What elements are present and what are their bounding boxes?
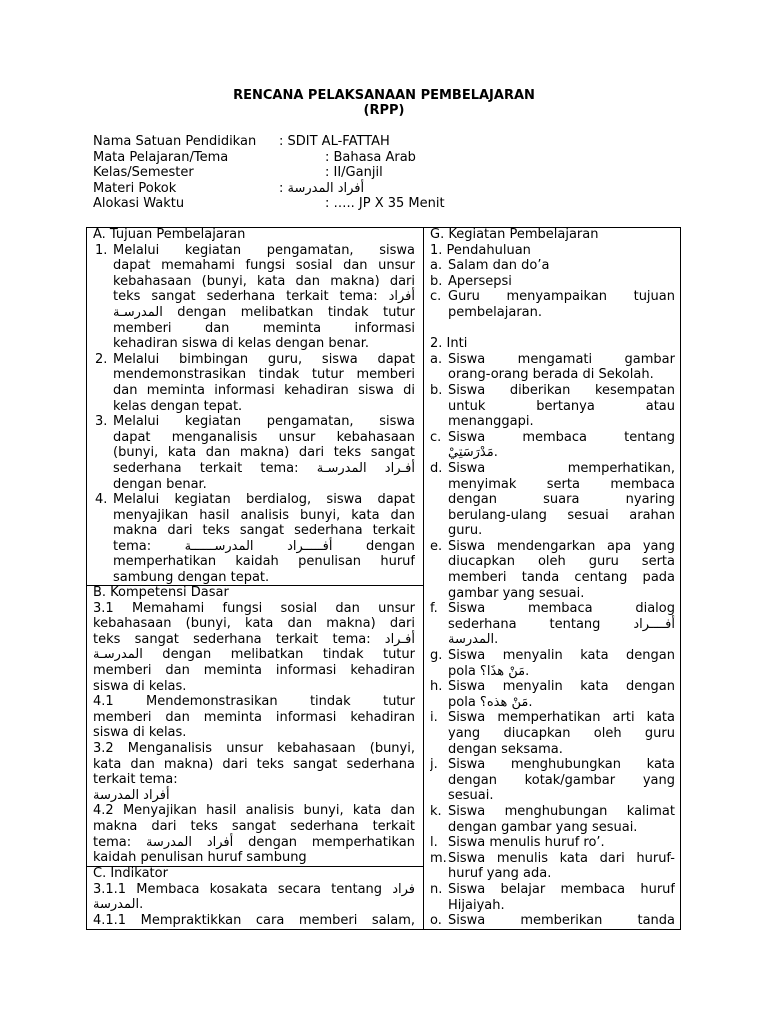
- activity-item: [430, 601, 675, 648]
- item-letter: a.: [430, 258, 443, 274]
- activity-item: [430, 648, 675, 679]
- item-line: Siswa menyalin kata dengan: [448, 679, 675, 695]
- item-line: Apersepsi: [448, 273, 512, 289]
- indikator-line: المدرسة.: [93, 897, 144, 913]
- item-line: Siswa menulis huruf ro’.: [448, 835, 605, 851]
- item-line: Siswa membaca tentang: [448, 429, 675, 445]
- item-line: Hijaiyah.: [448, 897, 505, 913]
- item-line: tema: أفـــــراد المدرســــــة dengan: [113, 538, 415, 554]
- kd-line: siswa di kelas.: [93, 678, 187, 694]
- item-letter: e.: [430, 538, 443, 554]
- item-line: memperhatikan kaidah penulisan huruf: [113, 554, 415, 570]
- tujuan-item: [93, 352, 415, 414]
- item-line: Siswa menghubungkan kata: [448, 757, 675, 773]
- tujuan-heading: A. Tujuan Pembelajaran: [93, 227, 246, 242]
- activity-item: [430, 274, 675, 290]
- item-line: kehadiran siswa di kelas dengan benar.: [113, 336, 370, 352]
- item-line: sederhana tentang أفــــراد: [448, 616, 675, 632]
- item-line: sambung dengan tepat.: [113, 570, 270, 585]
- item-line: kelas dengan tepat.: [113, 398, 243, 414]
- item-number: 1.: [95, 242, 108, 258]
- activity-item: [430, 258, 675, 274]
- activity-item: [430, 539, 675, 601]
- item-line: المدرسـة dengan melibatkan tindak tutur: [113, 304, 415, 320]
- item-line: (bunyi, kata dan makna) dari teks sangat: [113, 445, 415, 461]
- item-line: Siswa menghubungan kalimat: [448, 803, 675, 819]
- item-line: kebahasaan (bunyi, kata dan makna) dari: [113, 273, 415, 289]
- item-line: pembelajaran.: [448, 304, 543, 320]
- item-line: Siswa belajar membaca huruf: [448, 881, 675, 897]
- item-line: huruf yang ada.: [448, 866, 552, 882]
- pendahuluan-heading: 1. Pendahuluan: [430, 242, 531, 258]
- info-label: Kelas/Semester: [93, 165, 194, 181]
- item-line: dengan seksama.: [448, 741, 563, 757]
- item-line: المدرسة.: [448, 632, 499, 648]
- activity-item: [430, 383, 675, 430]
- item-line: Siswa menyalin kata dengan: [448, 648, 675, 664]
- item-letter: c.: [430, 289, 442, 305]
- item-number: 2.: [95, 351, 108, 367]
- item-line: Melalui kegiatan pengamatan, siswa: [113, 414, 415, 430]
- identity-block: [93, 134, 653, 212]
- info-label: Alokasi Waktu: [93, 196, 185, 212]
- item-line: dengan kotak/gambar yang: [448, 772, 675, 788]
- info-row: [93, 150, 653, 166]
- activity-item: [430, 461, 675, 539]
- kd-line: kebahasaan (bunyi, kata dan makna) dari: [93, 616, 415, 632]
- item-line: Siswa menulis kata dari huruf-: [448, 850, 675, 866]
- item-line: Siswa memperhatikan,: [448, 460, 675, 476]
- indikator-section: [93, 866, 415, 929]
- item-line: dengan benar.: [113, 476, 207, 492]
- kegiatan-section: [430, 227, 675, 930]
- info-row: [93, 165, 653, 181]
- item-line: Melalui kegiatan pengamatan, siswa: [113, 242, 415, 258]
- kd-line: memberi dan meminta informasi kehadiran: [93, 662, 415, 678]
- item-letter: a.: [430, 351, 443, 367]
- item-line: dengan gambar yang sesuai.: [448, 819, 638, 835]
- item-line: dan meminta informasi kehadiran siswa di: [113, 382, 415, 398]
- indikator-line: 3.1.1 Membaca kosakata secara tentang فراد: [93, 881, 415, 897]
- kd-line: 3.2 Menganalisis unsur kebahasaan (bunyi,: [93, 740, 415, 756]
- info-row: [93, 181, 653, 197]
- item-line: mendemonstrasikan tindak tutur memberi: [113, 367, 415, 383]
- kd-line: 4.1 Mendemonstrasikan tindak tutur: [93, 694, 415, 710]
- inti-heading: 2. Inti: [430, 336, 468, 352]
- activity-item: [430, 430, 675, 461]
- item-letter: c.: [430, 429, 442, 445]
- item-line: gambar yang sesuai.: [448, 585, 585, 601]
- item-line: guru.: [448, 523, 483, 539]
- activity-item: [430, 913, 675, 929]
- item-line: Siswa diberikan kesempatan: [448, 382, 675, 398]
- info-row: [93, 196, 653, 212]
- tujuan-item: [93, 492, 415, 585]
- item-letter: i.: [430, 710, 438, 726]
- tujuan-list: [93, 243, 415, 585]
- item-line: pola مَنْ هذه؟.: [448, 694, 533, 710]
- item-line: menyimak serta membaca: [448, 476, 675, 492]
- item-line: diucapkan oleh guru serta: [448, 554, 675, 570]
- item-line: Melalui bimbingan guru, siswa dapat: [113, 351, 415, 367]
- inti-list: [430, 352, 675, 929]
- kd-heading: B. Kompetensi Dasar: [93, 585, 229, 600]
- column-divider: [423, 227, 424, 930]
- item-letter: b.: [430, 273, 443, 289]
- item-letter: j.: [430, 757, 438, 773]
- item-line: sederhana terkait tema: أفـراد المدرسـة: [113, 460, 415, 476]
- item-letter: k.: [430, 803, 442, 819]
- indikator-text: [93, 882, 415, 929]
- item-line: مَدْرَسَتِيْ.: [448, 445, 498, 461]
- info-value: : أفراد المدرسة: [279, 180, 365, 196]
- item-line: menyajikan hasil analisis bunyi, kata dan: [113, 507, 415, 523]
- item-line: yang diucapkan oleh guru: [448, 726, 675, 741]
- activity-item: [430, 804, 675, 835]
- item-number: 4.: [95, 492, 108, 508]
- item-line: Siswa mengamati gambar: [448, 351, 675, 367]
- kd-line: أفراد المدرسة: [93, 787, 170, 803]
- item-line: menanggapi.: [448, 414, 534, 430]
- item-letter: l.: [430, 835, 438, 851]
- item-line: dapat menganalisis unsur kebahasaan: [113, 429, 415, 445]
- item-line: teks sangat sederhana terkait tema: أفراد: [113, 289, 415, 305]
- item-letter: f.: [430, 601, 438, 617]
- indikator-heading: C. Indikator: [93, 866, 168, 881]
- kd-line: 3.1 Memahami fungsi sosial dan unsur: [93, 600, 415, 616]
- info-value: : Bahasa Arab: [325, 149, 416, 165]
- activity-item: [430, 710, 675, 757]
- item-line: berulang-ulang sesuai arahan: [448, 507, 675, 523]
- info-label: Materi Pokok: [93, 180, 177, 196]
- item-line: memberi tanda centang pada: [448, 570, 675, 586]
- item-line: Melalui kegiatan berdialog, siswa dapat: [113, 492, 415, 508]
- kd-line: kata dan makna) dari teks sangat sederhana: [93, 756, 415, 772]
- kd-line: makna dari teks sangat sederhana terkait: [93, 818, 415, 834]
- item-line: Siswa mendengarkan apa yang: [448, 538, 675, 554]
- kd-line: memberi dan meminta informasi kehadiran: [93, 709, 415, 725]
- activity-item: [430, 679, 675, 710]
- item-line: dengan suara nyaring: [448, 492, 675, 508]
- item-line: Salam dan do’a: [448, 258, 550, 274]
- info-value: : II/Ganjil: [325, 165, 383, 181]
- kd-text: [93, 601, 415, 866]
- kegiatan-heading: G. Kegiatan Pembelajaran: [430, 227, 599, 242]
- tujuan-section: [93, 227, 415, 585]
- item-line: Siswa membaca dialog: [448, 601, 675, 617]
- activity-item: [430, 835, 675, 851]
- item-letter: m.: [430, 850, 447, 866]
- info-label: Mata Pelajaran/Tema: [93, 149, 229, 165]
- activity-item: [430, 352, 675, 383]
- activity-item: [430, 757, 675, 804]
- kd-line: المدرسـة dengan melibatkan tindak tutur: [93, 647, 415, 663]
- item-line: makna dari teks sangat sederhana terkait: [113, 523, 415, 539]
- item-line: Siswa memperhatikan arti kata: [448, 710, 675, 726]
- blank-line: [430, 321, 675, 337]
- item-letter: h.: [430, 679, 443, 695]
- tujuan-item: [93, 243, 415, 352]
- indikator-line: 4.1.1 Mempraktikkan cara memberi salam,: [93, 912, 415, 928]
- item-line: orang-orang berada di Sekolah.: [448, 367, 654, 383]
- item-number: 3.: [95, 414, 108, 430]
- kd-line: kaidah penulisan huruf sambung: [93, 850, 307, 866]
- activity-item: [430, 289, 675, 320]
- tujuan-item: [93, 414, 415, 492]
- kd-line: tema: أفراد المدرسة dengan memperhatikan: [93, 834, 415, 850]
- info-value: : SDIT AL-FATTAH: [279, 134, 390, 149]
- document-title: RENCANA PELAKSANAAN PEMBELAJARAN: [233, 88, 535, 103]
- item-letter: n.: [430, 881, 443, 897]
- item-line: memberi dan meminta informasi: [113, 320, 415, 336]
- item-letter: b.: [430, 382, 443, 398]
- pendahuluan-list: [430, 258, 675, 320]
- item-line: sesuai.: [448, 788, 494, 804]
- kd-line: teks sangat sederhana terkait tema: أفـراد: [93, 631, 415, 647]
- kompetensi-section: [93, 585, 415, 866]
- item-line: Siswa memberikan tanda: [448, 913, 675, 929]
- activity-item: [430, 882, 675, 913]
- kd-line: terkait tema:: [93, 772, 178, 788]
- item-letter: g.: [430, 648, 443, 664]
- kd-line: 4.2 Menyajikan hasil analisis bunyi, kata dan: [93, 803, 415, 819]
- item-line: pola مَنْ هذَا؟.: [448, 663, 530, 679]
- activity-item: [430, 851, 675, 882]
- document-subtitle: (RPP): [363, 103, 405, 118]
- info-row: [93, 134, 653, 150]
- info-label: Nama Satuan Pendidikan: [93, 134, 257, 149]
- item-line: Guru menyampaikan tujuan: [448, 289, 675, 305]
- item-line: untuk bertanya atau: [448, 398, 675, 414]
- info-value: : ….. JP X 35 Menit: [325, 196, 445, 212]
- item-letter: o.: [430, 913, 442, 929]
- item-line: dapat memahami fungsi sosial dan unsur: [113, 258, 415, 274]
- kd-line: siswa di kelas.: [93, 725, 187, 741]
- item-letter: d.: [430, 460, 443, 476]
